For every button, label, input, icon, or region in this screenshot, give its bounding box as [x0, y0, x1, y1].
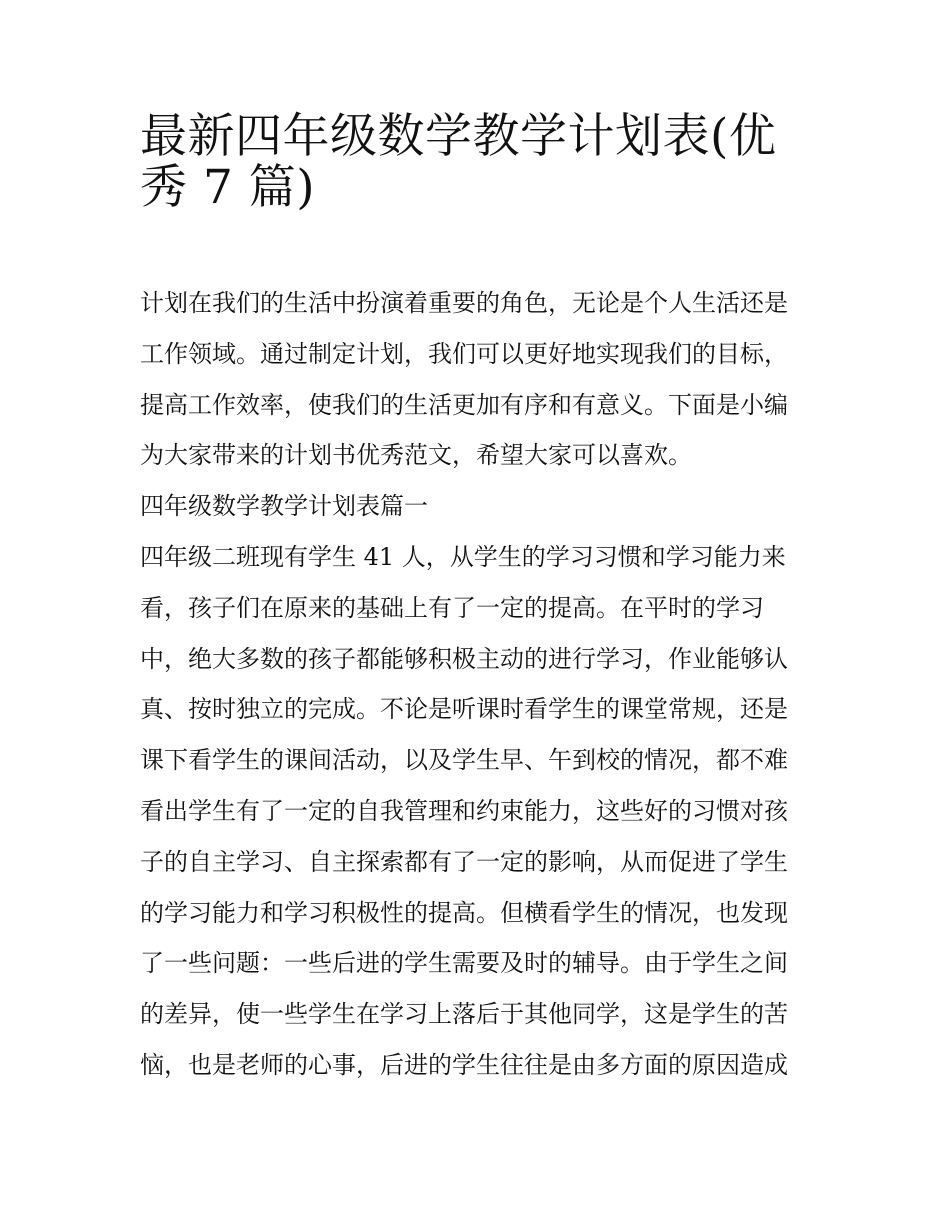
text-line: 的差异，使一些学生在学习上落后于其他同学，这是学生的苦: [140, 1000, 788, 1029]
document-body: [140, 278, 820, 1091]
text-line: 看，孩子们在原来的基础上有了一定的提高。在平时的学习: [140, 593, 764, 622]
text-line: 的学习能力和学习积极性的提高。但横看学生的情况，也发现: [140, 898, 788, 927]
text-line: 真、按时独立的完成。不论是听课时看学生的课堂常规，还是: [140, 695, 788, 724]
title-line: 秀 7 篇): [140, 159, 316, 215]
text-line: 课下看学生的课间活动，以及学生早、午到校的情况，都不难: [140, 746, 788, 775]
section-paragraph: [140, 532, 820, 1091]
document-title: [140, 109, 820, 215]
text-line: 为大家带来的计划书优秀范文，希望大家可以喜欢。: [140, 441, 692, 470]
title-line: 最新四年级数学教学计划表(优: [140, 109, 777, 164]
text-line: 看出学生有了一定的自我管理和约束能力，这些好的习惯对孩: [140, 796, 788, 825]
text-line: 计划在我们的生活中扮演着重要的角色，无论是个人生活还是: [140, 289, 788, 317]
text-line: 了一些问题：一些后进的学生需要及时的辅导。由于学生之间: [140, 949, 788, 978]
text-line: 提高工作效率，使我们的生活更加有序和有意义。下面是小编: [140, 390, 788, 419]
text-line: 工作领域。通过制定计划，我们可以更好地实现我们的目标，: [140, 339, 788, 368]
text-line: 子的自主学习、自主探索都有了一定的影响，从而促进了学生: [140, 847, 788, 876]
text-line: 恼，也是老师的心事，后进的学生往往是由多方面的原因造成: [140, 1050, 788, 1079]
text-line: 四年级二班现有学生 41 人，从学生的学习习惯和学习能力来: [140, 542, 786, 571]
section-heading: 四年级数学教学计划表篇一: [140, 492, 428, 521]
text-line: 中，绝大多数的孩子都能够积极主动的进行学习，作业能够认: [140, 644, 788, 673]
intro-paragraph: [140, 278, 820, 481]
